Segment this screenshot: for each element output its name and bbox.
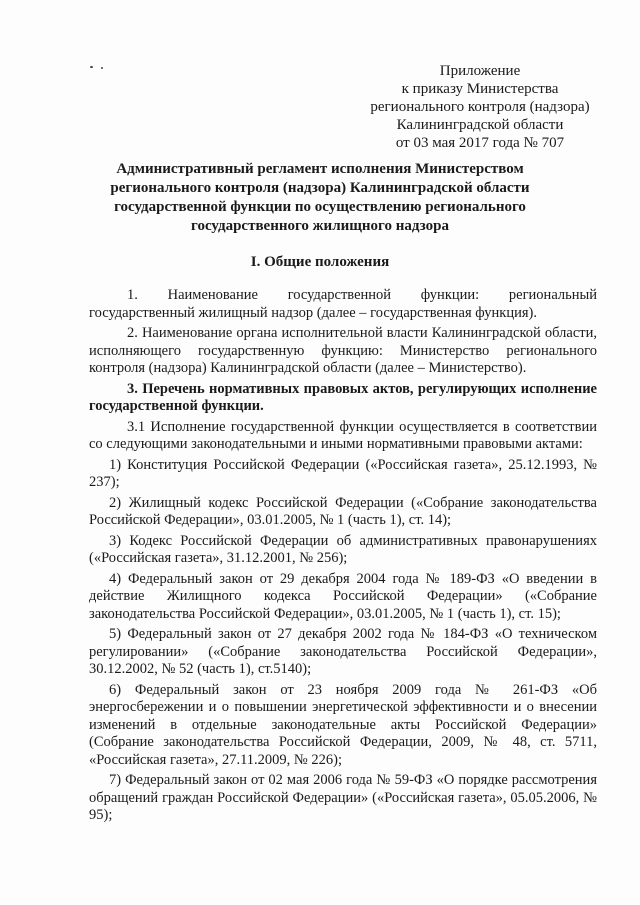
annex-line: Калининградской области [396, 117, 564, 133]
annex-line: от 03 мая 2017 года № 707 [395, 135, 565, 151]
act-item: 2) Жилищный кодекс Российской Федерации («Собрание законодательства Российской Федерации», 03.01.2005, № 1 (часть 1), ст. 14); [89, 494, 597, 528]
act-item: 5) Федеральный закон от 27 декабря 2002 года № 184-ФЗ «О техническом регулировании» («Собрание законодательства Российской Федерации», 30.12.2002, № 52 (часть 1), ст.5140); [89, 626, 597, 677]
scan-speck [101, 67, 103, 69]
act-item: 7) Федеральный закон от 02 мая 2006 года № 59-ФЗ «О порядке рассмотрения обращений граждан Российской Федерации» («Российская газета», 05.05.2006, № 95); [89, 772, 597, 823]
title-line: Административный регламент исполнения Министерством [116, 161, 524, 177]
title-line: государственного жилищного надзора [191, 218, 449, 234]
body-text [89, 287, 597, 828]
act-item: 4) Федеральный закон от 29 декабря 2004 года № 189-ФЗ «О введении в действие Жилищного кодекса Российской Федерации» («Собрание законодательства Российской Федерации», 03.01.2005, № 1 (часть 1), ст. 15); [89, 570, 597, 622]
annex-line: регионального контроля (надзора) [370, 99, 590, 115]
title-line: государственной функции по осуществлению регионального [114, 199, 526, 215]
title-line: регионального контроля (надзора) Калининградской области [110, 180, 530, 196]
annex-line: к приказу Министерства [401, 81, 559, 97]
paragraph-function-name: 1. Наименование государственной функции: региональный государственный жилищный надзор (далее – государственная функция). [89, 287, 597, 321]
paragraph-authority-name: 2. Наименование органа исполнительной власти Калининградской области, исполняющего государственную функцию: Министерство регионального контроля (надзора) Калининградской области (далее – Министерство). [89, 325, 597, 376]
act-item: 1) Конституция Российской Федерации («Российская газета», 25.12.1993, № 237); [89, 456, 597, 490]
section-heading: I. Общие положения [250, 254, 390, 270]
document-title [80, 160, 560, 236]
annex-line: Приложение [439, 63, 521, 79]
scan-speck [90, 66, 93, 68]
act-item: 3) Кодекс Российской Федерации об административных правонарушениях («Российская газета», 31.12.2001, № 256); [89, 532, 597, 566]
act-item: 6) Федеральный закон от 23 ноября 2009 года № 261-ФЗ «Об энергосбережении и о повышении энергетической эффективности и о внесении изменений в отдельные законодательные акты Российской Федерации» (Собрание законодательства Российской Федерации, 2009, № 48, ст. 5711, «Российская газета», 27.11.2009, № 226); [89, 681, 597, 768]
paragraph-acts-intro: 3.1 Исполнение государственной функции осуществляется в соответствии со следующими законодательными и иными нормативными правовыми актами: [89, 418, 597, 452]
annex-block [340, 62, 620, 152]
paragraph-acts-heading: 3. Перечень нормативных правовых актов, регулирующих исполнение государственной функции. [89, 380, 597, 414]
